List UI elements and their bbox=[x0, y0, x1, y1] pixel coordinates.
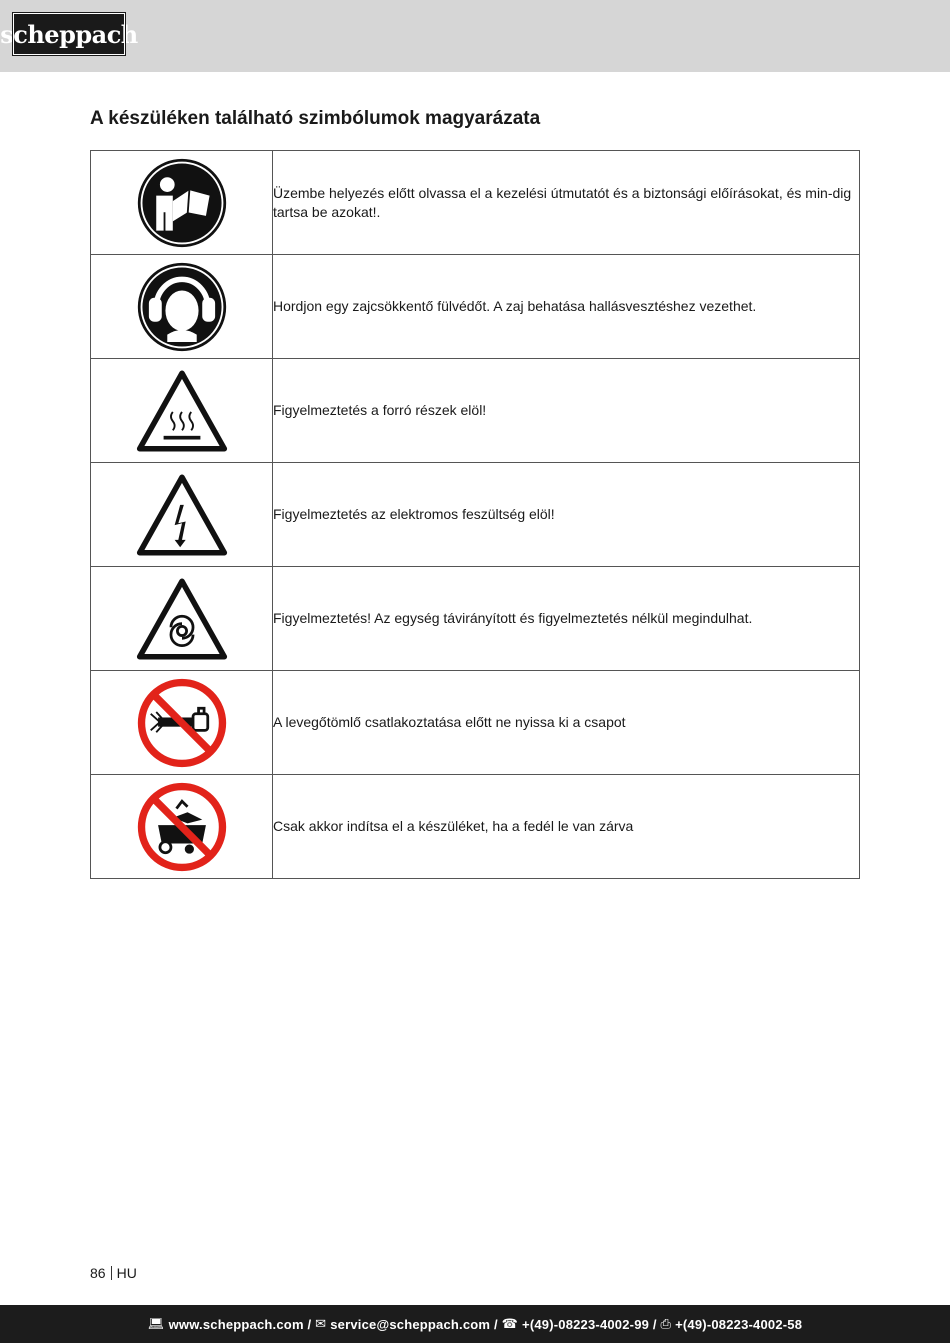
fax-icon: ⎙ bbox=[660, 1316, 672, 1331]
table-row bbox=[91, 671, 860, 775]
page-title: A készüléken található szimbólumok magyarázata bbox=[90, 108, 541, 129]
electric-voltage-warning-icon bbox=[136, 473, 228, 557]
table-row bbox=[91, 151, 860, 255]
email-link[interactable]: service@scheppach.com bbox=[330, 1316, 491, 1332]
table-row bbox=[91, 567, 860, 671]
hot-surface-warning-icon bbox=[136, 369, 228, 453]
table-row bbox=[91, 359, 860, 463]
footer-separator: / bbox=[490, 1316, 502, 1332]
footer-separator: / bbox=[649, 1316, 661, 1332]
page-number bbox=[90, 1265, 137, 1281]
read-manual-icon bbox=[136, 157, 228, 249]
footer-bar bbox=[0, 1305, 950, 1343]
website-link[interactable]: www.scheppach.com bbox=[168, 1316, 304, 1332]
fax-number: +(49)-08223-4002-58 bbox=[675, 1316, 803, 1332]
description-cell: A levegőtömlő csatlakoztatása előtt ne nyissa ki a csapot bbox=[273, 671, 860, 775]
description-cell: Hordjon egy zajcsökkentő fülvédőt. A zaj behatása hallásvesztéshez vezethet. bbox=[273, 255, 860, 359]
icon-cell bbox=[91, 567, 273, 671]
icon-cell bbox=[91, 775, 273, 879]
description-cell: Figyelmeztetés! Az egység távirányított és figyelmeztetés nélkül megindulhat. bbox=[273, 567, 860, 671]
scheppach-logo: scheppach bbox=[13, 13, 125, 55]
description-cell: Figyelmeztetés az elektromos feszültség elöl! bbox=[273, 463, 860, 567]
table-row bbox=[91, 463, 860, 567]
no-start-open-cover-icon bbox=[136, 781, 228, 873]
page-number-value: 86 bbox=[90, 1265, 106, 1281]
language-code: HU bbox=[116, 1265, 137, 1281]
no-open-valve-icon bbox=[136, 677, 228, 769]
automatic-start-warning-icon bbox=[136, 577, 228, 661]
table-row bbox=[91, 775, 860, 879]
table-row bbox=[91, 255, 860, 359]
symbols-table bbox=[90, 150, 860, 879]
footer-separator: / bbox=[303, 1316, 316, 1332]
icon-cell bbox=[91, 463, 273, 567]
description-cell: Üzembe helyezés előtt olvassa el a kezelési útmutatót és a biztonsági előírásokat, és min-dig tartsa be azokat!. bbox=[273, 151, 860, 255]
phone-icon: ☎︎ bbox=[501, 1316, 519, 1331]
icon-cell bbox=[91, 359, 273, 463]
description-cell: Csak akkor indítsa el a készüléket, ha a fedél le van zárva bbox=[273, 775, 860, 879]
icon-cell bbox=[91, 255, 273, 359]
header-band bbox=[0, 0, 950, 72]
email-icon: ✉︎ bbox=[315, 1316, 327, 1331]
phone-number: +(49)-08223-4002-99 bbox=[522, 1316, 650, 1332]
description-cell: Figyelmeztetés a forró részek elöl! bbox=[273, 359, 860, 463]
laptop-icon: 💻︎ bbox=[147, 1316, 165, 1331]
icon-cell bbox=[91, 671, 273, 775]
page-number-divider bbox=[111, 1266, 112, 1280]
icon-cell bbox=[91, 151, 273, 255]
ear-protection-icon bbox=[136, 261, 228, 353]
